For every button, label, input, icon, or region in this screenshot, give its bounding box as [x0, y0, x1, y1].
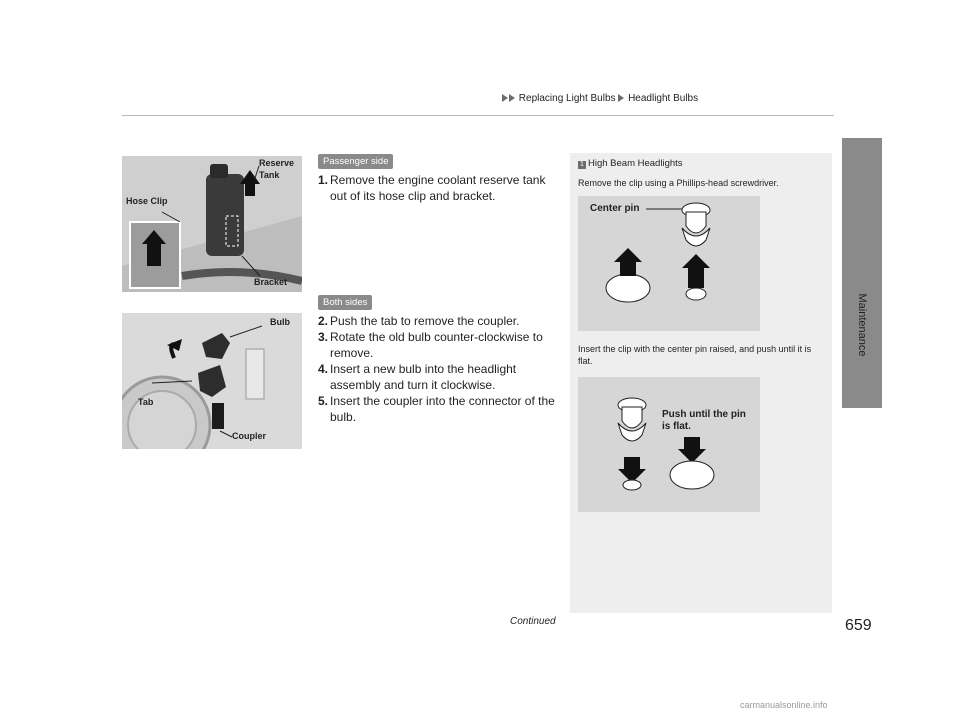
label-coupler: Coupler [232, 431, 267, 441]
breadcrumb-arrow-icon [502, 94, 508, 102]
headlight-illustration [122, 313, 302, 449]
clip-removal-drawing [578, 196, 760, 331]
step-text: Remove the engine coolant reserve tank out of its hose clip and bracket. [330, 173, 546, 203]
watermark: carmanualsonline.info [740, 700, 828, 710]
label-push-until-flat-line1: Push until the pin [662, 409, 746, 420]
clip-insertion-drawing [578, 377, 760, 512]
figure-reserve-tank [122, 156, 302, 292]
clip-removal-illustration [578, 196, 760, 331]
step-text: Insert a new bulb into the headlight assembly and turn it clockwise. [330, 362, 517, 392]
badge-both-sides: Both sides [318, 295, 372, 310]
breadcrumb [502, 93, 698, 104]
badge-passenger-side: Passenger side [318, 154, 393, 169]
label-center-pin: Center pin [590, 203, 640, 214]
label-bracket: Bracket [254, 277, 288, 287]
step-text: Insert the coupler into the connector of the bulb. [330, 394, 555, 424]
continued-label: Continued [510, 616, 556, 627]
step-3 [318, 329, 556, 361]
step-number: 4. [318, 362, 329, 376]
step-2 [318, 313, 556, 329]
label-bulb: Bulb [270, 317, 290, 327]
side-tab-label[interactable]: Maintenance [856, 293, 868, 357]
step-1 [318, 172, 550, 204]
breadcrumb-arrow-icon [618, 94, 624, 102]
note-marker: 1 [578, 161, 586, 169]
clip-insertion-illustration [578, 377, 760, 512]
breadcrumb-page: Headlight Bulbs [628, 93, 699, 104]
side-tab-label-container [842, 150, 882, 500]
step-text: Push the tab to remove the coupler. [330, 314, 520, 328]
page-number: 659 [845, 617, 872, 634]
label-hose-clip: Hose Clip [126, 196, 168, 206]
label-reserve-tank-line1: Reserve [259, 158, 295, 168]
step-5 [318, 393, 556, 425]
step-number: 3. [318, 330, 329, 344]
step-number: 1. [318, 173, 329, 187]
breadcrumb-arrow-icon [509, 94, 515, 102]
steps-both-sides [318, 313, 556, 425]
label-tab: Tab [138, 397, 154, 407]
steps-passenger-side [318, 172, 550, 204]
label-push-until-flat-line2: is flat. [662, 421, 691, 432]
label-reserve-tank-line2: Tank [259, 170, 280, 180]
step-number: 2. [318, 314, 329, 328]
step-4 [318, 361, 556, 393]
step-text: Rotate the old bulb counter-clockwise to remove. [330, 330, 543, 360]
note-text-1: Remove the clip using a Phillips-head screwdriver. [578, 178, 779, 188]
step-number: 5. [318, 394, 329, 408]
figure-headlight-bulb [122, 313, 302, 449]
note-heading [578, 158, 683, 169]
note-title[interactable]: High Beam Headlights [588, 158, 683, 169]
note-text-2: Insert the clip with the center pin raised, and push until it is flat. [578, 344, 812, 366]
header-rule [122, 115, 834, 116]
breadcrumb-section[interactable]: Replacing Light Bulbs [518, 93, 616, 104]
